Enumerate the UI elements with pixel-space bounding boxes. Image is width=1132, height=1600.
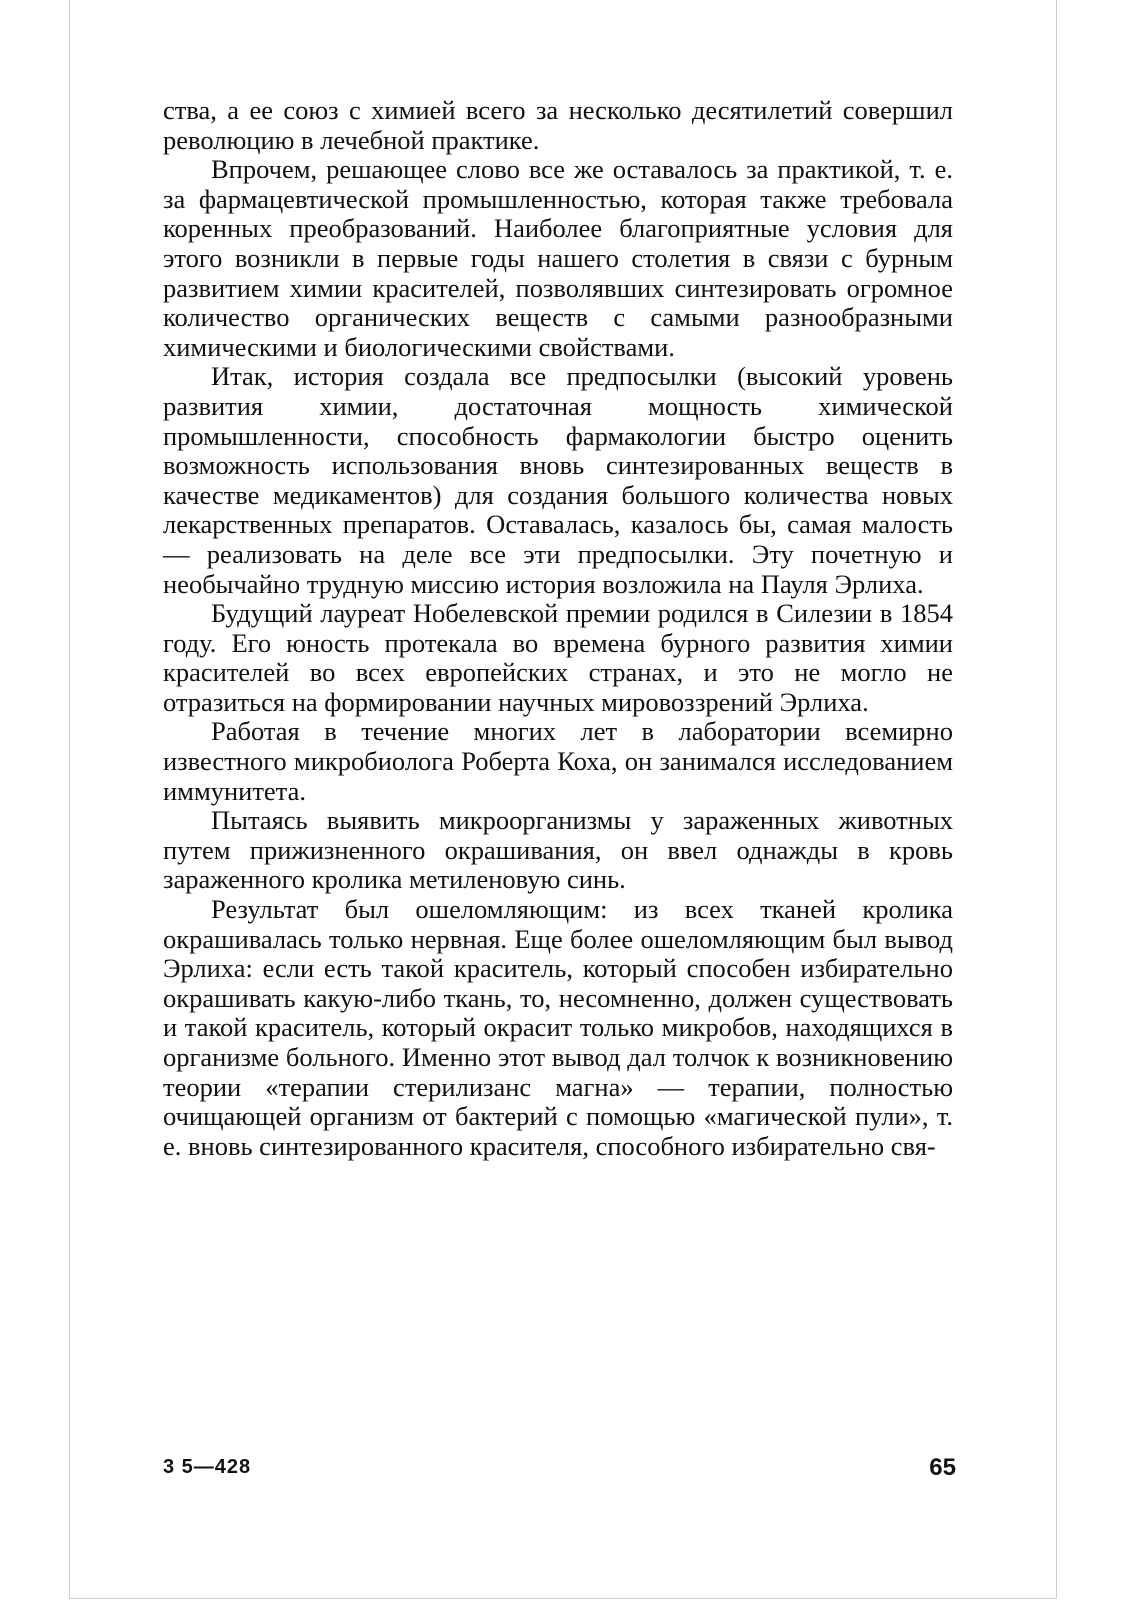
paragraph: Работая в течение многих лет в лаборатории всемирно известного микробиолога Роберта Коха, он занимался исследованием иммунитета.: [163, 716, 953, 806]
page-number: 65: [929, 1454, 956, 1481]
paragraph: Итак, история создала все предпосылки (высокий уровень развития химии, достаточная мощность химической промышленности, способность фармакологии быстро оценить возможность использования вновь синтезированных веществ в качестве медикаментов) для создания большого количества новых лекарственных препаратов. Оставалась, казалось бы, самая малость — реализовать на деле все эти предпосылки. Эту почетную и необычайно трудную миссию история возложила на Пауля Эрлиха.: [163, 361, 953, 599]
printer-signature: 3 5—428: [163, 1456, 252, 1478]
paragraph: Впрочем, решающее слово все же оставалось за практикой, т. е. за фармацевтической промышленностью, которая также требовала коренных преобразований. Наиболее благоприятные условия для этого возникли в первые годы нашего столетия в связи с бурным развитием химии красителей, позволявших синтезировать огромное количество органических веществ с самыми разнообразными химическими и биологическими свойствами.: [163, 154, 953, 362]
paragraph-continuation: ства, а ее союз с химией всего за несколько десятилетий совершил революцию в лечебной практике.: [163, 95, 953, 155]
paragraph: Будущий лауреат Нобелевской премии родился в Силезии в 1854 году. Его юность протекала во времена бурного развития химии красителей во всех европейских странах, и это не могло не отразиться на формировании научных мировоззрений Эрлиха.: [163, 598, 953, 717]
body-text: [163, 96, 953, 1161]
paragraph: Результат был ошеломляющим: из всех тканей кролика окрашивалась только нервная. Еще более ошеломляющим был вывод Эрлиха: если есть такой краситель, который способен избирательно окрашивать какую-либо ткань, то, несомненно, должен существовать и такой краситель, который окрасит только микробов, находящихся в организме больного. Именно этот вывод дал толчок к возникновению теории «терапии стерилизанс магна» — терапии, полностью очищающей организм от бактерий с помощью «магической пули», т. е. вновь синтезированного красителя, способного избирательно свя-: [163, 894, 953, 1161]
book-page: [69, 0, 1057, 1599]
paragraph: Пытаясь выявить микроорганизмы у зараженных животных путем прижизненного окрашивания, он ввел однажды в кровь зараженного кролика метиленовую синь.: [163, 805, 953, 895]
